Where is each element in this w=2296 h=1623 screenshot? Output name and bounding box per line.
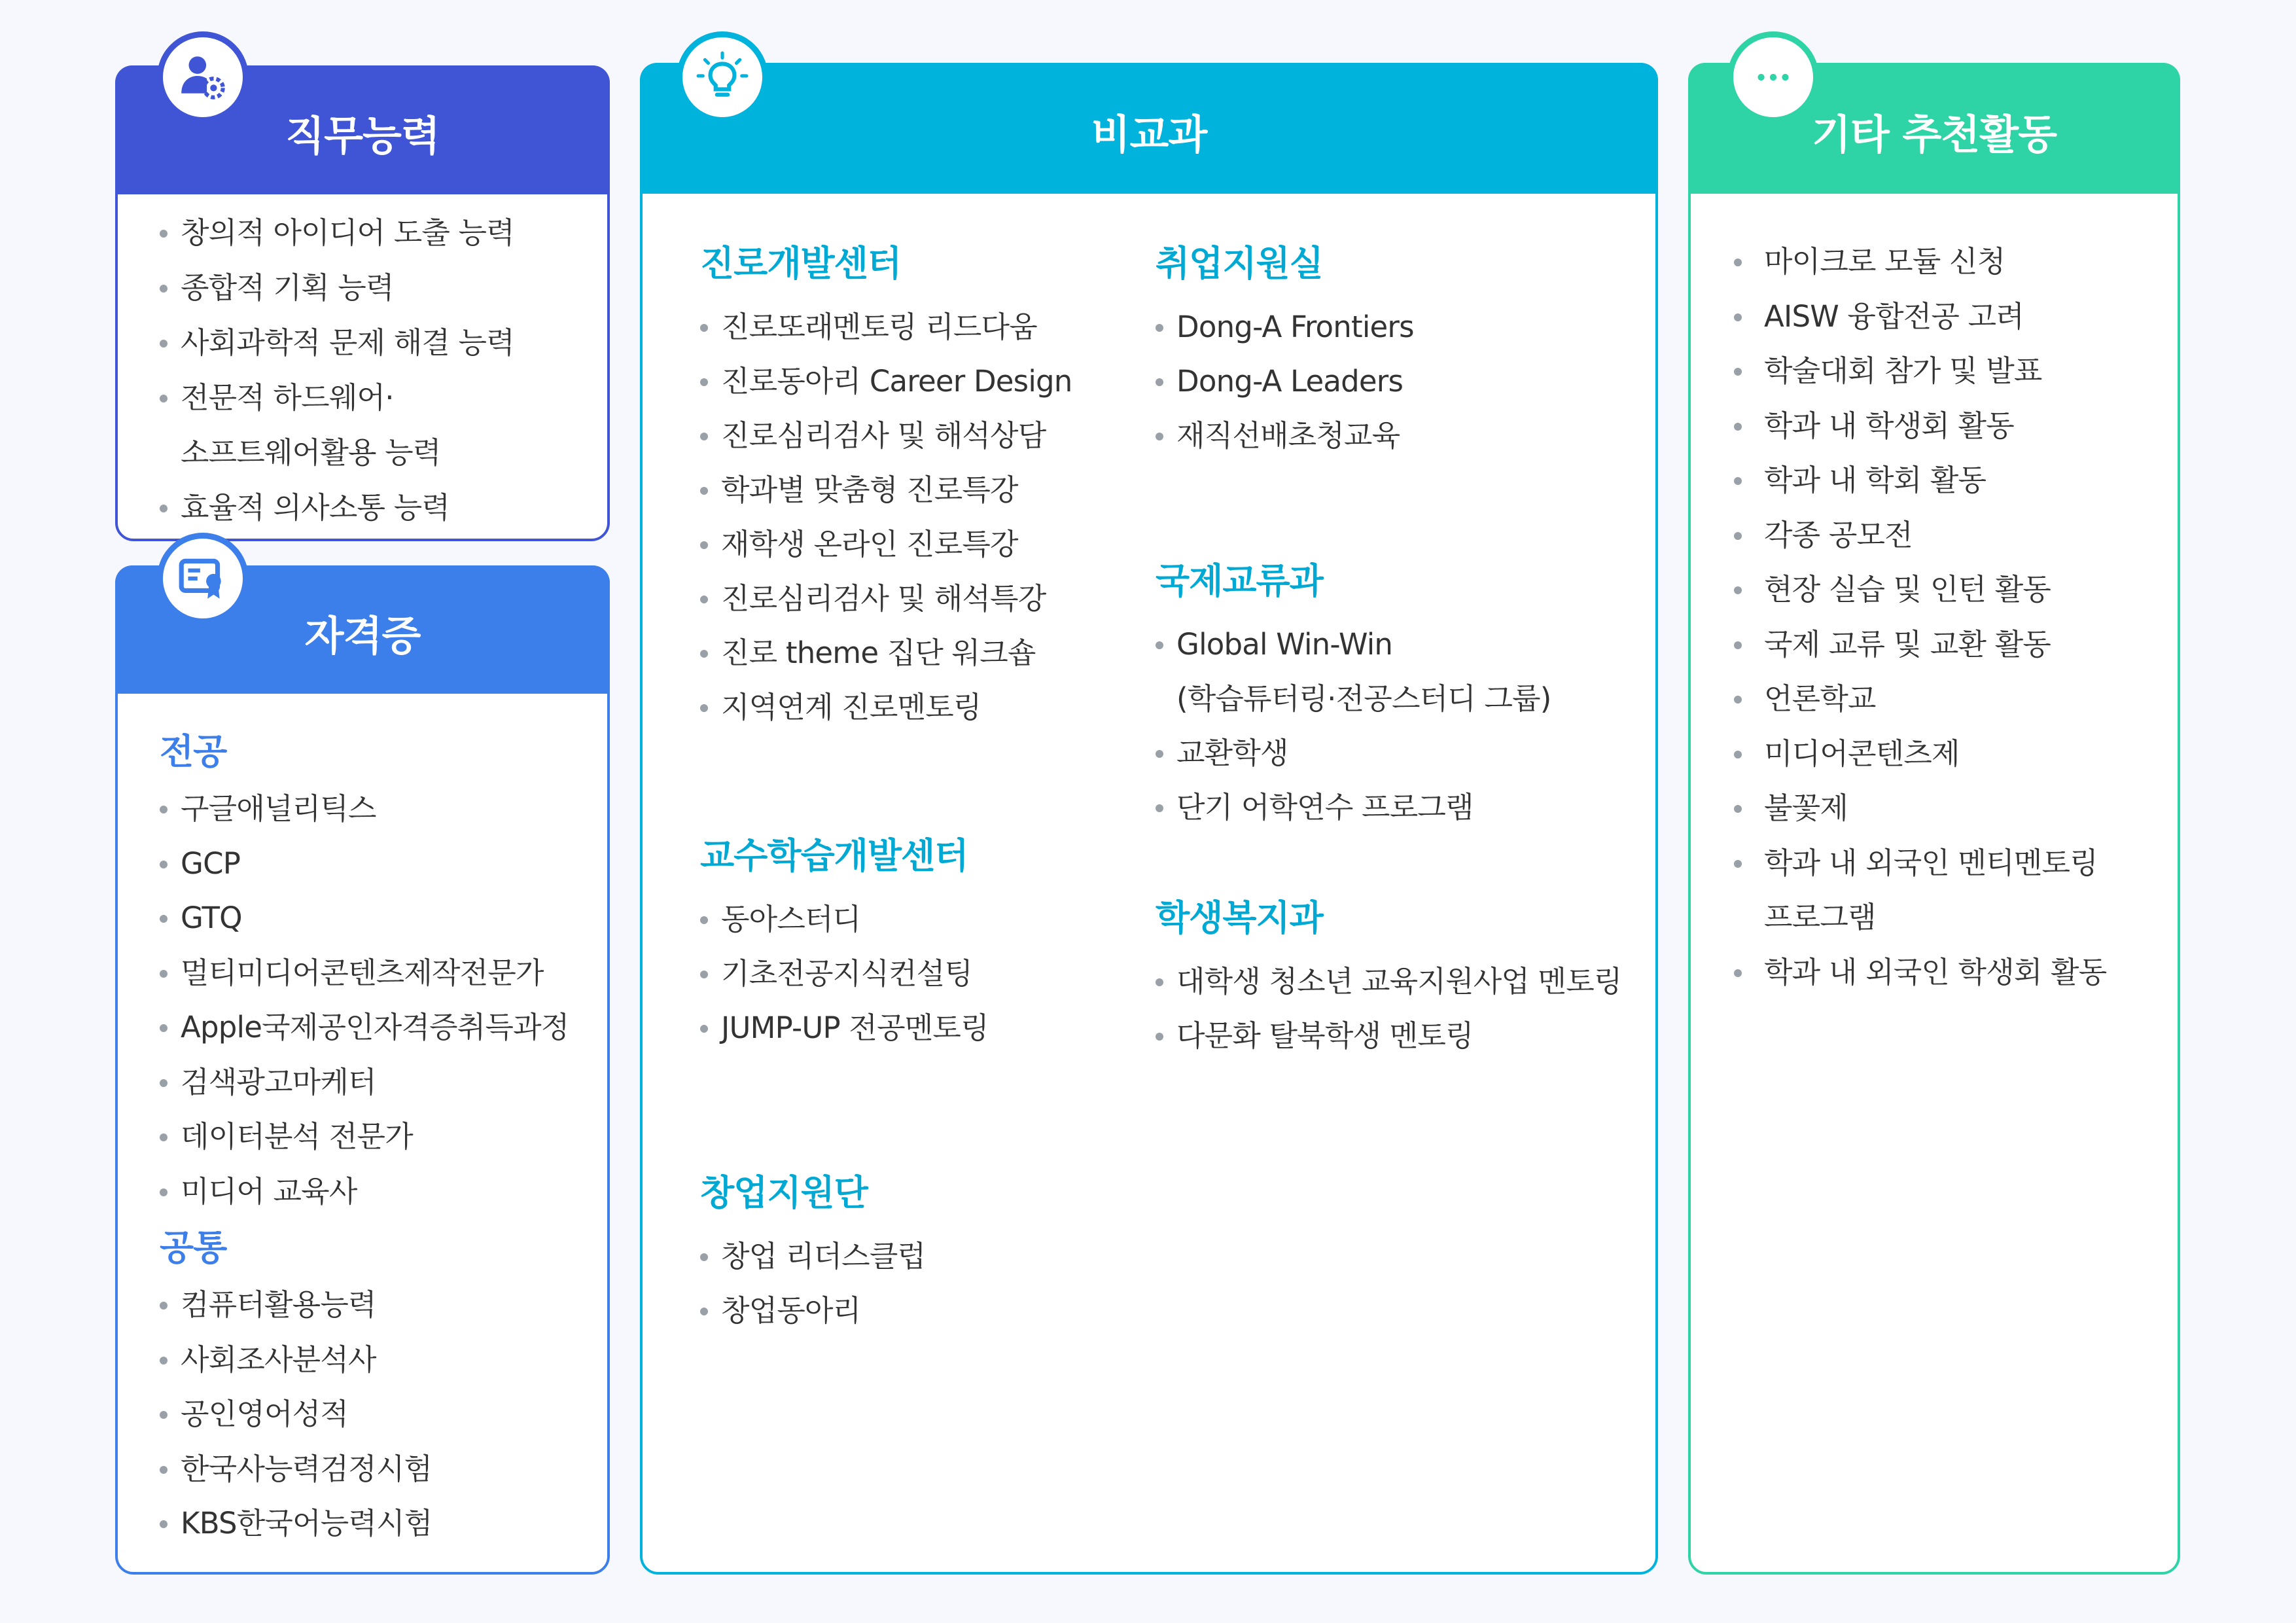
list-item: 진로동아리 Career Design xyxy=(700,354,1072,408)
international-list xyxy=(1156,617,1551,834)
list-item: AISW 융합전공 고려 xyxy=(1734,289,2178,344)
list-item: 대학생 청소년 교육지원사업 멘토링 xyxy=(1156,954,1622,1008)
list-item: 멀티미디어콘텐츠제작전문가 xyxy=(160,946,607,1001)
list-item: 사회과학적 문제 해결 능력 xyxy=(160,315,607,370)
list-item: JUMP-UP 전공멘토링 xyxy=(700,1001,989,1055)
section-title-career-center: 진로개발센터 xyxy=(700,243,901,284)
list-item: 재직선배초청교육 xyxy=(1156,408,1414,463)
list-item: 창의적 아이디어 도출 능력 xyxy=(160,205,607,260)
list-item-continuation: 프로그램 xyxy=(1764,900,1876,935)
list-item: 진로심리검사 및 해석특강 xyxy=(700,571,1072,626)
list-item: 불꽃제 xyxy=(1734,781,2178,836)
list-item: 재학생 온라인 진로특강 xyxy=(700,517,1072,571)
list-item: 학과 내 외국인 멘티멘토링 xyxy=(1734,836,2178,891)
list-item: GCP xyxy=(160,836,607,891)
section-title-startup: 창업지원단 xyxy=(700,1172,868,1213)
list-item: 학과 내 외국인 학생회 활동 xyxy=(1734,945,2178,1000)
skills-list xyxy=(160,205,607,535)
list-item: 지역연계 진로멘토링 xyxy=(700,680,1072,734)
list-item: Dong-A Frontiers xyxy=(1156,300,1414,354)
list-item: 미디어 교육사 xyxy=(160,1164,607,1219)
list-item: 창업 리더스클럽 xyxy=(700,1229,925,1283)
list-item: KBS한국어능력시험 xyxy=(160,1496,607,1551)
list-item: 종합적 기획 능력 xyxy=(160,260,607,315)
list-item: 효율적 의사소통 능력 xyxy=(160,480,607,535)
other-activities-card xyxy=(1688,63,2180,1575)
list-item: 다문화 탈북학생 멘토링 xyxy=(1156,1008,1622,1063)
common-cert-list xyxy=(160,1277,607,1551)
list-item: 동아스터디 xyxy=(700,892,989,946)
section-title-welfare: 학생복지과 xyxy=(1156,897,1323,938)
employment-list xyxy=(1156,300,1414,463)
section-title-international: 국제교류과 xyxy=(1156,560,1323,601)
startup-section xyxy=(700,1165,925,1338)
employment-section xyxy=(1156,236,1414,463)
list-item: 공인영어성적 xyxy=(160,1387,607,1442)
teaching-center-list xyxy=(700,892,989,1055)
list-item: 각종 공모전 xyxy=(1734,508,2178,563)
list-item: 학술대회 참가 및 발표 xyxy=(1734,344,2178,399)
extracurricular-title: 비교과 xyxy=(1091,110,1207,158)
other-activities-list xyxy=(1734,234,2178,999)
list-item-continuation: 소프트웨어활용 능력 xyxy=(181,435,441,470)
lightbulb-icon xyxy=(677,31,768,123)
list-item: 진로 theme 집단 워크숍 xyxy=(700,626,1072,680)
list-item: Global Win-Win xyxy=(1156,617,1551,671)
skills-title: 직무능력 xyxy=(285,112,440,160)
international-section xyxy=(1156,553,1551,834)
certificates-card xyxy=(115,565,610,1575)
career-center-section xyxy=(700,236,1072,734)
startup-list xyxy=(700,1229,925,1338)
list-item: 학과별 맞춤형 진로특강 xyxy=(700,463,1072,517)
section-title-common: 공통 xyxy=(160,1227,227,1268)
list-item: 국제 교류 및 교환 활동 xyxy=(1734,617,2178,672)
section-title-major: 전공 xyxy=(160,731,227,772)
list-item: 학과 내 학생회 활동 xyxy=(1734,399,2178,454)
welfare-list xyxy=(1156,954,1622,1063)
list-item: 교환학생 xyxy=(1156,726,1551,780)
more-dots-icon xyxy=(1727,31,1819,123)
list-item: 단기 어학연수 프로그램 xyxy=(1156,780,1551,834)
certificates-title: 자격증 xyxy=(304,611,421,660)
skills-card xyxy=(115,65,610,541)
list-item: 현장 실습 및 인턴 활동 xyxy=(1734,562,2178,617)
list-item: 미디어콘텐츠제 xyxy=(1734,726,2178,781)
extracurricular-header xyxy=(640,63,1658,194)
career-center-list xyxy=(700,300,1072,734)
list-item: Apple국제공인자격증취득과정 xyxy=(160,1000,607,1055)
section-title-teaching-center: 교수학습개발센터 xyxy=(700,835,968,876)
section-title-employment: 취업지원실 xyxy=(1156,243,1323,284)
list-item: 학과 내 학회 활동 xyxy=(1734,453,2178,508)
list-item: 진로심리검사 및 해석상담 xyxy=(700,408,1072,463)
other-activities-title: 기타 추천활동 xyxy=(1812,110,2057,158)
user-gear-icon xyxy=(157,31,249,123)
other-activities-body xyxy=(1691,234,2178,999)
certificates-body xyxy=(118,722,607,1551)
list-item: 언론학교 xyxy=(1734,671,2178,726)
teaching-center-section xyxy=(700,828,989,1055)
list-item: 진로또래멘토링 리드다움 xyxy=(700,300,1072,354)
list-item: 창업동아리 xyxy=(700,1283,925,1338)
welfare-section xyxy=(1156,890,1622,1063)
list-item: 데이터분석 전문가 xyxy=(160,1109,607,1164)
extracurricular-card xyxy=(640,63,1658,1575)
list-item-continuation: (학습튜터링·전공스터디 그룹) xyxy=(1176,681,1551,716)
list-item: 마이크로 모듈 신청 xyxy=(1734,234,2178,289)
list-item: 전문적 하드웨어· xyxy=(160,370,607,425)
list-item: 검색광고마케터 xyxy=(160,1055,607,1110)
certificate-icon xyxy=(157,533,249,624)
list-item: 한국사능력검정시험 xyxy=(160,1442,607,1497)
list-item: 컴퓨터활용능력 xyxy=(160,1277,607,1332)
list-item: GTQ xyxy=(160,891,607,946)
skills-body xyxy=(118,205,607,535)
major-cert-list xyxy=(160,781,607,1219)
list-item: 기초전공지식컨설팅 xyxy=(700,946,989,1001)
list-item: 구글애널리틱스 xyxy=(160,781,607,836)
list-item: 사회조사분석사 xyxy=(160,1332,607,1387)
list-item: Dong-A Leaders xyxy=(1156,354,1414,408)
